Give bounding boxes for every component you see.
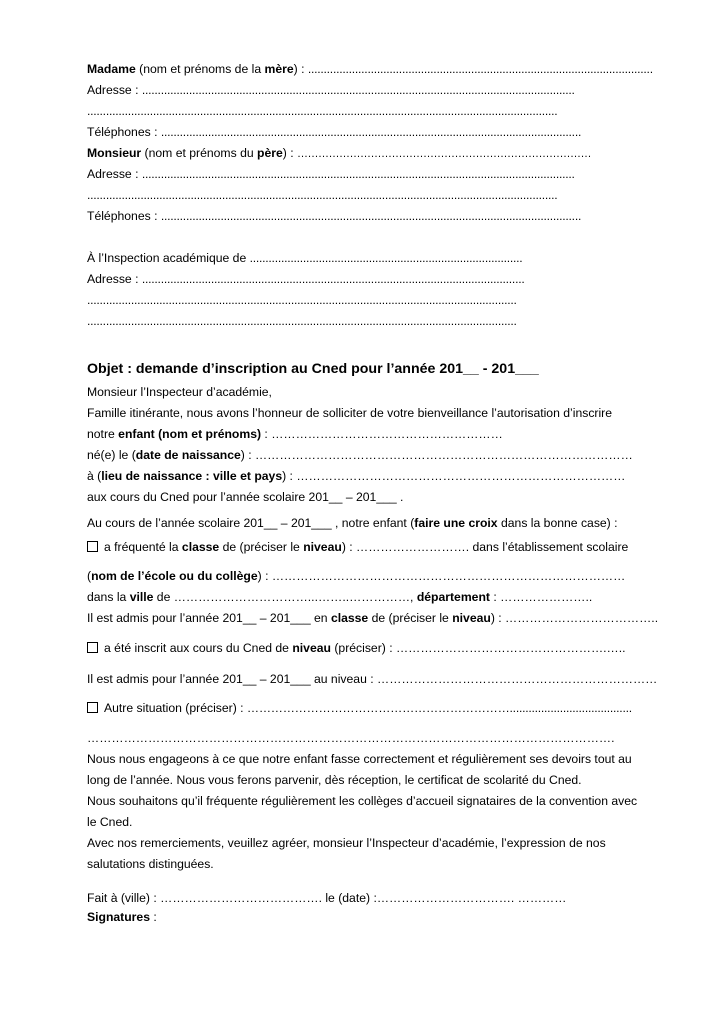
intro-line: Famille itinérante, nous avons l’honneur de solliciter de votre bienveillance l’autorisation d’inscrire — [87, 406, 613, 420]
wish-line-2: le Cned. — [87, 815, 133, 829]
city-label: ville — [129, 590, 154, 604]
admit-class-line — [87, 611, 658, 625]
school-city-line — [87, 590, 592, 604]
option-attended-line — [87, 540, 628, 554]
opt1-bold-level: niveau — [303, 540, 342, 554]
father-address-line — [87, 167, 575, 181]
signatures-line — [87, 910, 157, 924]
mother-desc-bold: mère — [264, 62, 294, 76]
school-name-field[interactable]: ) : …………………………………………………………………………… — [257, 569, 626, 583]
situation-intro-text: Au cours de l’année scolaire 201__ – 201___ , notre enfant ( — [87, 516, 415, 530]
birth-date-line — [87, 448, 633, 462]
admit1-bold-class: classe — [330, 611, 369, 625]
birth-place-label: lieu de naissance : ville et pays — [101, 469, 283, 483]
situation-intro-bold: faire une croix — [414, 516, 498, 530]
opt3-field[interactable]: …………………………………………………………....................................... — [246, 701, 632, 715]
opt2-text: a été inscrit aux cours du Cned de — [104, 641, 293, 655]
opt3-label: Autre situation (préciser) : — [104, 701, 247, 715]
recipient-address-line — [87, 272, 524, 286]
recipient-address-label: Adresse : — [87, 272, 142, 286]
subject-title: Objet : demande d’inscription au Cned pour l’année 201__ - 201___ — [87, 361, 539, 377]
course-year-line: aux cours du Cned pour l’année scolaire 201__ – 201___ . — [87, 490, 404, 504]
opt1-text: a fréquenté la — [104, 540, 182, 554]
father-desc: (nom et prénoms du — [141, 146, 258, 160]
father-phones-field[interactable]: ...................................................................................................................................... — [160, 209, 582, 223]
admit1-level-field[interactable]: ) : ……………………………….. — [490, 611, 659, 625]
admit1-text-2: de (préciser le — [368, 611, 453, 625]
city-field[interactable]: de ……………………………...……..……………, — [153, 590, 417, 604]
recipient-label: À l’Inspection académique de — [87, 251, 250, 265]
recipient-address-field-2[interactable]: ......................................................................................................................................... — [87, 293, 517, 307]
place-prefix: à ( — [87, 469, 102, 483]
situation-intro-end: dans la bonne case) : — [497, 516, 618, 530]
father-address-field[interactable]: .......................................................................................................................................... — [141, 167, 575, 181]
mother-address-label: Adresse : — [87, 83, 142, 97]
place-date-line[interactable]: Fait à (ville) : …………………………………. le (date) :……………………………. ………… — [87, 891, 567, 905]
father-address-label: Adresse : — [87, 167, 142, 181]
mother-name-line — [87, 62, 653, 76]
child-name-line — [87, 427, 503, 441]
mother-desc: (nom et prénoms de la — [135, 62, 265, 76]
opt2-level-field[interactable]: (préciser) : …………………………………………….….. — [330, 641, 626, 655]
regards-line-2: salutations distinguées. — [87, 857, 214, 871]
recipient-address-line-2 — [87, 293, 517, 307]
mother-name-field[interactable]: .............................................................................................................. — [307, 62, 653, 76]
mother-desc-end: ) : — [293, 62, 308, 76]
situation-intro — [87, 516, 618, 530]
mother-address-line-2 — [87, 104, 557, 118]
opt2-bold-level: niveau — [292, 641, 331, 655]
father-phones-line — [87, 209, 581, 223]
city-prefix: dans la — [87, 590, 130, 604]
mother-phones-label: Téléphones : — [87, 125, 161, 139]
salutation: Monsieur l’Inspecteur d’académie, — [87, 385, 272, 399]
child-label: enfant (nom et prénoms) — [118, 427, 262, 441]
opt1-text-2: de (préciser le — [219, 540, 304, 554]
opt1-level-field[interactable]: ) : ………………………. dans l’établissement scolaire — [341, 540, 629, 554]
mother-address-field-2[interactable]: ...................................................................................................................................................... — [87, 104, 558, 118]
mother-label: Madame — [87, 62, 136, 76]
school-name-line — [87, 569, 625, 583]
mother-phones-field[interactable]: ...................................................................................................................................... — [160, 125, 582, 139]
wish-line-1: Nous souhaitons qu’il fréquente régulièrement les collèges d’accueil signataires de la convention avec — [87, 794, 638, 808]
father-name-line — [87, 146, 591, 161]
admit1-bold-level: niveau — [452, 611, 491, 625]
mother-phones-line — [87, 125, 581, 139]
school-prefix: ( — [87, 569, 92, 583]
school-label: nom de l’école ou du collège — [91, 569, 258, 583]
admit-level-line[interactable]: Il est admis pour l’année 201__ – 201___ au niveau : …………………………………………………………… — [87, 672, 658, 686]
birth-prefix: né(e) le ( — [87, 448, 136, 462]
opt1-bold-class: classe — [181, 540, 220, 554]
recipient-address-field-3[interactable]: ......................................................................................................................................... — [87, 314, 517, 328]
father-desc-bold: père — [257, 146, 283, 160]
father-label: Monsieur — [87, 146, 142, 160]
mother-address-field[interactable]: .......................................................................................................................................... — [141, 83, 575, 97]
birth-date-field[interactable]: ) : ………………………………………………………………………………… — [240, 448, 633, 462]
option-attended-checkbox[interactable] — [87, 541, 98, 552]
option-cned-line — [87, 641, 626, 655]
commitment-line-2: long de l’année. Nous vous ferons parvenir, dès réception, le certificat de scolarité du Cned. — [87, 773, 582, 787]
regards-line-1: Avec nos remerciements, veuillez agréer, monsieur l’Inspecteur d’académie, l’expression de nos — [87, 836, 606, 850]
child-name-field[interactable]: : ………………………………………………… — [261, 427, 503, 441]
birth-place-field[interactable]: ) : ……………………………………………………………………… — [282, 469, 626, 483]
recipient-address-field[interactable]: .......................................................................................................................... — [141, 272, 525, 286]
birth-place-line — [87, 469, 625, 483]
father-phones-label: Téléphones : — [87, 209, 161, 223]
option-cned-checkbox[interactable] — [87, 642, 98, 653]
option-other-checkbox[interactable] — [87, 702, 98, 713]
recipient-address-line-3 — [87, 314, 517, 328]
signatures-colon: : — [150, 910, 157, 924]
department-field[interactable]: : ………………….. — [489, 590, 593, 604]
signatures-label: Signatures — [87, 910, 150, 924]
commitment-line-1: Nous nous engageons à ce que notre enfant fasse correctement et régulièrement ses devoirs tout au — [87, 752, 632, 766]
child-prefix: notre — [87, 427, 119, 441]
mother-address-line — [87, 83, 575, 97]
recipient-field[interactable]: ....................................................................................... — [249, 251, 523, 265]
father-address-field-2[interactable]: ...................................................................................................................................................... — [87, 188, 558, 202]
other-situation-extra-line[interactable]: …………………………………………………………………………………………………………………. — [87, 731, 615, 745]
admit1-text: Il est admis pour l’année 201__ – 201___ en — [87, 611, 331, 625]
recipient-line — [87, 251, 522, 265]
father-desc-end: ) : — [282, 146, 297, 160]
father-address-line-2 — [87, 188, 557, 202]
department-label: département — [416, 590, 490, 604]
father-name-field[interactable]: ………………………………………………………………………… — [296, 148, 591, 160]
birth-date-label: date de naissance — [135, 448, 241, 462]
option-other-line — [87, 701, 632, 715]
